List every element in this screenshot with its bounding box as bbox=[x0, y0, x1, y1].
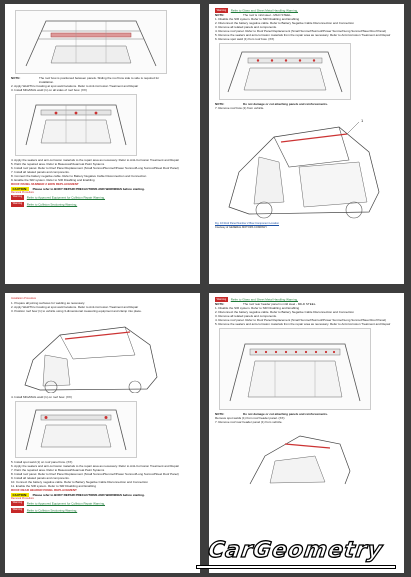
step: 1. Prepare all joining surfaces for welding as necessary. bbox=[11, 301, 85, 305]
warning-link[interactable]: Refer to Approved Equipment for Collision Repair Warning. bbox=[26, 500, 106, 505]
step: 7. Paint the repaired area. Refer to Basecoat/Clearcoat Paint Systems bbox=[11, 468, 105, 472]
note: NOTE: The roof rear header panel is mild steel - MILD STEEL. bbox=[215, 302, 317, 307]
section-heading: ROOF PANEL NUMBER 2 BOW REPLACEMENT bbox=[11, 182, 79, 186]
step: 4. Install MIG/MAG weld (1) on roof bow. (XX) bbox=[11, 395, 72, 399]
step: 5. Remove the sealers and anti-corrosion materials from the repair area as necessary. Refer to Anti-Corrosion Treatment and Repair bbox=[215, 322, 391, 327]
step: 1. Disable the SIR system. Refer to SIR Disabling and Enabling bbox=[215, 306, 300, 311]
manual-page-3 bbox=[5, 293, 200, 573]
warning-tag: Warning bbox=[12, 195, 23, 199]
note: NOTE: Do not damage or cut attaching panels and reinforcements. bbox=[215, 102, 328, 107]
step: 2. Apply WeldThru Coating at spot weld locations. Refer to Anti-Corrosion Treatment and Repair bbox=[11, 305, 139, 309]
step: 1. Disable the SIR system. Refer to SIR Disabling and Enabling bbox=[215, 17, 300, 22]
warning-link[interactable]: Refer to Collision Sectioning Warning. bbox=[26, 202, 78, 207]
note: NOTE: The roof bow is positioned between panels. Sliding the roof bow side to side is required for installation. bbox=[11, 76, 160, 84]
warning-tag: Warning bbox=[12, 501, 23, 505]
manual-page-1 bbox=[5, 4, 200, 284]
figure-caption: Fig. 16 Roof Panel Number 2 Bow Component Location bbox=[215, 222, 280, 226]
step: 9. Install all related panels and components. bbox=[11, 476, 70, 480]
step: 3. Remove all related panels and components. bbox=[215, 25, 277, 30]
step: 8. Connect the battery negative cable. Refer to Battery Negative Cable Disconnection and Connection bbox=[11, 174, 147, 178]
note: NOTE: Do not damage or cut attaching panels and reinforcements. bbox=[215, 412, 328, 417]
subheading: Installation Procedure bbox=[11, 297, 37, 300]
step: 3. Position roof bow (1) to vehicle using 3-dimensional measuring equipment and clamp into place. bbox=[11, 309, 142, 313]
step: 10. Connect the battery negative cable. Refer to Battery Negative Cable Disconnection and Connection bbox=[11, 480, 148, 484]
roof-bow-position-figure bbox=[15, 315, 165, 393]
vehicle-body-figure bbox=[219, 112, 389, 220]
step: 4. Remove roof panel. Refer to Roof Panel Replacement (Small Sunroof/Sunroof/Power Sunroof/Long Sunroof/Steel Roof Panel) bbox=[215, 29, 387, 34]
warning-tag: Warning bbox=[216, 297, 227, 301]
step: 4. Apply the sealers and anti-corrosion materials to the repair area as necessary. Refer to Anti-Corrosion Treatment and Repair bbox=[11, 158, 180, 162]
step: 6. Remove spot weld (1) from roof bow. (XX) bbox=[215, 37, 275, 42]
roof-bow-mig-figure bbox=[15, 401, 137, 458]
step: 7. Remove roof rear header panel (1) from vehicle. bbox=[215, 420, 283, 425]
step: Remove spot welds (1) from roof header panel. (XX) bbox=[215, 416, 285, 421]
step: 9. Enable the SIR system. Refer to SIR Disabling and Enabling bbox=[11, 178, 95, 182]
caution: CAUTION: Please refer to BODY REPAIR PRECAUTIONS AND WARNINGS before starting. bbox=[12, 186, 145, 191]
roof-bow-spot-weld-figure bbox=[219, 43, 351, 100]
warning-link[interactable]: Refer to Glass and Sheet Metal Handling Warning. bbox=[230, 8, 299, 13]
svg-text:1: 1 bbox=[361, 118, 364, 124]
section-heading: ROOF REAR HEADER PANEL REPLACEMENT bbox=[11, 488, 77, 492]
manual-page-2 bbox=[209, 4, 404, 284]
caution: CAUTION: Please refer to BODY REPAIR PRECAUTIONS AND WARNINGS before starting. bbox=[12, 492, 145, 497]
step: 2. Disconnect the battery negative cable. Refer to Battery Negative Cable Disconnection and Connection bbox=[215, 21, 354, 26]
figure-courtesy: Courtesy of GENERAL MOTORS COMPANY bbox=[215, 225, 267, 229]
rear-header-location-figure bbox=[245, 426, 355, 486]
step: 11. Enable the SIR system. Refer to SIR Disabling and Enabling bbox=[11, 484, 96, 488]
step: 6. Apply the sealers and anti-corrosion materials to the repair area as necessary. Refer to Anti-Corrosion Treatment and Repair bbox=[11, 464, 180, 468]
warning-tag: Warning bbox=[12, 508, 23, 512]
warning-link[interactable]: Refer to Collision Sectioning Warning. bbox=[26, 508, 78, 513]
step: 4. Remove roof panel. Refer to Roof Panel Replacement (Small Sunroof/Sunroof/Power Sunroof/Long Sunroof/Steel Roof Panel) bbox=[215, 318, 387, 323]
warning-tag: Warning bbox=[216, 8, 227, 12]
step: 3. Install MIG/MAG weld (1) on all sides of roof bow. (XX) bbox=[11, 88, 87, 92]
step: 3. Remove all related panels and components. bbox=[215, 314, 277, 319]
warning-link[interactable]: Refer to Glass and Sheet Metal Handling Warning. bbox=[230, 297, 299, 302]
warning-tag: Warning bbox=[12, 202, 23, 206]
rear-header-spot-weld-figure bbox=[219, 328, 371, 410]
step: 8. Install roof panel. Refer to Roof Panel Replacement (Small Sunroof/Sunroof/Power Sunroof/Long Sunroof/Steel Roof Panel) bbox=[11, 472, 179, 476]
note: NOTE: The roof is mild steel - MILD STEEL. bbox=[215, 13, 292, 18]
subheading: Removal Procedure bbox=[11, 190, 34, 194]
step: 5. Remove the sealers and anti-corrosion materials from the repair area as necessary. Refer to Anti-Corrosion Treatment and Repair bbox=[215, 33, 391, 38]
step: 7. Remove roof bow (1) from vehicle. bbox=[215, 106, 265, 111]
subheading: Removal Procedure bbox=[11, 496, 34, 500]
mig-weld-figure bbox=[15, 94, 137, 156]
step: 2. Apply WeldThru Coating at spot weld locations. Refer to Anti-Corrosion Treatment and Repair bbox=[11, 84, 139, 88]
step: 5. Paint the repaired area. Refer to Basecoat/Clearcoat Paint Systems bbox=[11, 162, 105, 166]
cargeometry-logo: CarGeometry bbox=[190, 538, 401, 570]
step: 7. Install all related panels and components. bbox=[11, 170, 70, 174]
roof-bow-weld-figure bbox=[15, 10, 167, 74]
warning-link[interactable]: Refer to Approved Equipment for Collision Repair Warning. bbox=[26, 194, 106, 199]
step: 2. Disconnect the battery negative cable. Refer to Battery Negative Cable Disconnection and Connection bbox=[215, 310, 354, 315]
manual-page-4 bbox=[209, 293, 404, 573]
step: 6. Install roof panel. Refer to Roof Panel Replacement (Small Sunroof/Sunroof/Power Sunroof/Long Sunroof/Steel Roof Panel) bbox=[11, 166, 179, 170]
step: 5. Install spot weld (1) on roof panel bow. (XX) bbox=[11, 460, 73, 464]
